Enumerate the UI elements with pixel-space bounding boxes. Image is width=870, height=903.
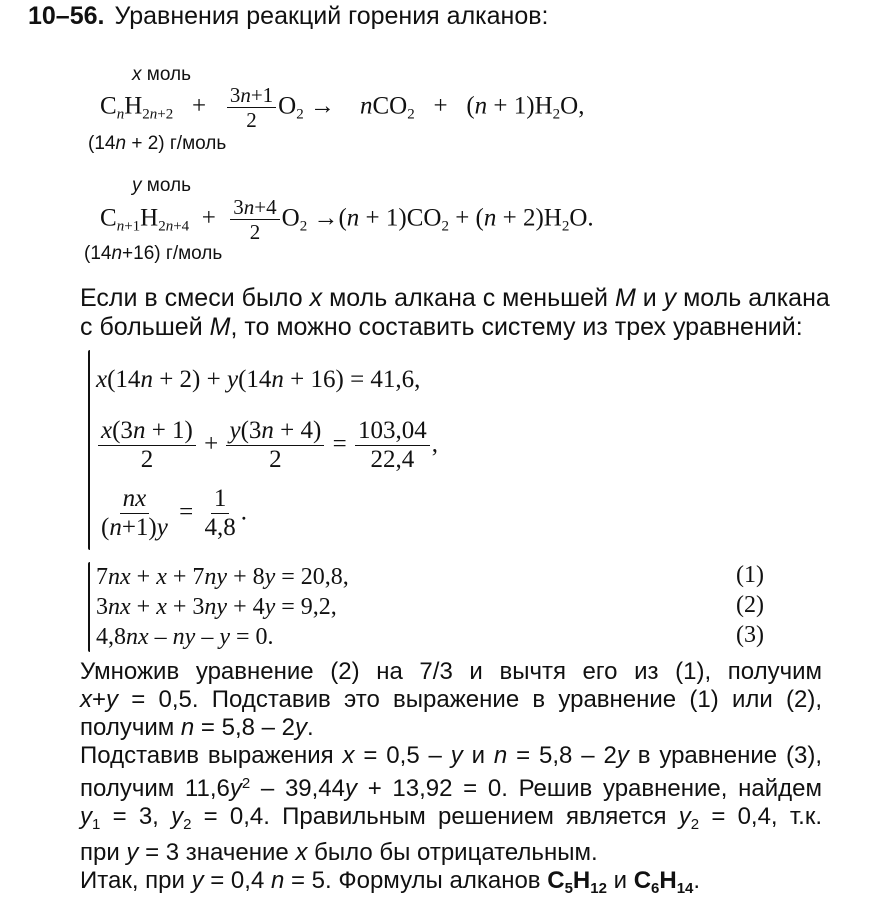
problem-heading: Уравнения реакций горения алканов: [114,2,549,30]
solution-line-4: Подставив выражения x = 0,5 – y и n = 5,8 – 2y в уравнение (3), [80,742,822,769]
eq-label-1: (1) [736,562,764,588]
solution-line-8: Итак, при y = 0,4 n = 5. Формулы алканов $C_5H_{12}$ и $C_6H_{14}$. [80,867,701,897]
intro-line-1: Если в смеси было x моль алкана с меньшей M и y моль алкана [80,284,830,312]
solution-line-3: получим n = 5,8 – 2y. [80,714,314,741]
system2-eq2: 3nx + x + 3ny + 4y = 9,2, [96,594,337,620]
system2-brace [88,562,90,652]
solution-line-5: получим $11,6y^2 - 39,44y + 13,92 = 0$. Решив уравнение, найдем [80,775,822,802]
system1-eq1: x(14n + 2) + y(14n + 16) = 41,6, [96,366,421,393]
reaction2-fraction: $\frac{3n+4}{2}$ [230,196,279,243]
intro-paragraph [80,284,830,342]
system2-eq3: 4,8nx – ny – y = 0. [96,624,274,650]
eq-label-2: (2) [736,592,764,618]
solution-line-1: Умножив уравнение (2) на 7/3 и вычтя его из (1), получим [80,658,822,685]
solution-line-2: x+y = 0,5. Подставив это выражение в уравнение (1) или (2), [80,686,822,713]
problem-number: 10–56. [28,2,105,30]
reaction1-below: (14n + 2) г/моль [88,133,227,154]
solution-line-7: при y = 3 значение x было бы отрицательным. [80,839,598,866]
system2 [96,562,349,652]
reaction1: $C_nH_{2n+2}$ + $\frac{3n+1}{2}$ $O_2$ → $nCO_2 + (n + 1)H_2O$, [100,83,585,133]
solution-line-6: $y_1 = 3$, $y_2 = 0,4$. Правильным решением является $y_2 = 0,4$, т.к. [80,803,823,833]
system1-brace [88,350,90,550]
reaction1-above: x моль [132,64,191,85]
problem-title [28,2,548,31]
system2-eq1: 7nx + x + 7ny + 8y = 20,8, [96,564,349,590]
reaction2-below: (14n+16) г/моль [84,243,223,264]
reaction1-fraction: $\frac{3n+1}{2}$ [227,84,276,131]
system1-eq2: $\frac{x(3n + 1)}{2}$ + $\frac{y(3n + 4)}{2}$ = $\frac{103,04}{22,4}$ , [96,418,438,474]
solution-paragraph [80,658,822,903]
system1-eq3: $\frac{nx}{(n+1)y}$ = $\frac{1}{4,8}$ . [101,485,247,542]
reaction2-above: y моль [132,175,191,196]
intro-line-2: с большей M, то можно составить систему из трех уравнений: [80,313,803,341]
reaction2: $C_{n+1}H_{2n+4}$ + $\frac{3n+4}{2}$ $O_2 \to(n + 1)CO_2 + (n + 2)H_2O$. [100,195,594,245]
eq-label-3: (3) [736,622,764,648]
